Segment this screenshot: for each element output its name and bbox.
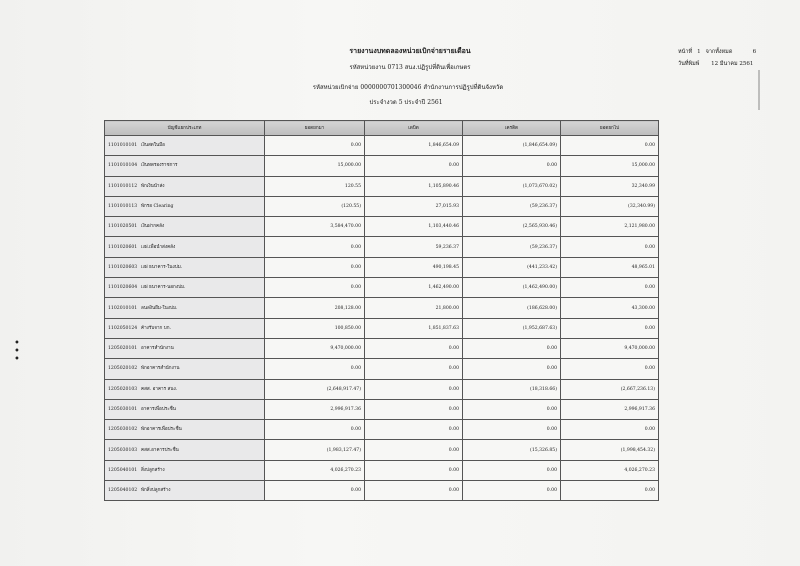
account-name: พักสิ่งปลูกสร้าง [141,488,171,494]
account-code: 1101020603 [108,264,138,270]
table-header-row [105,121,659,136]
opening-balance: (1,983,127.47) [265,440,365,460]
closing-balance: (1,998,454.32) [561,440,659,460]
account-code: 1205030101 [108,407,138,412]
period-line: ประจำงวด 5 ประจำปี 2561 [369,99,443,106]
table-row [105,257,659,277]
account-cell [105,420,265,440]
scan-speckles: • • • [14,338,20,365]
opening-balance: 0.00 [265,136,365,156]
account-name: ค้างรับจาก บก. [141,325,171,331]
closing-balance: 0.00 [561,481,659,501]
account-name: เงินทดรองราชการ [141,163,178,169]
account-code: 1102050124 [108,325,138,331]
col-header-opening: ยอดยกมา [265,121,365,136]
account-cell [105,379,265,399]
closing-balance: 2,121,980.00 [561,217,659,237]
table-row [105,399,659,419]
table-row [105,379,659,399]
table-row [105,298,659,318]
debit-amount: 1,851,837.63 [365,318,463,338]
opening-balance: 0.00 [265,237,365,257]
account-cell [105,278,265,298]
closing-balance: 2,996,917.36 [561,399,659,419]
col-header-closing: ยอดยกไป [561,121,659,136]
debit-amount: 0.00 [365,359,463,379]
account-name: เงินสดในมือ [141,143,165,149]
closing-balance: 0.00 [561,318,659,338]
account-cell [105,136,265,156]
credit-amount: (1,846,654.09) [463,136,561,156]
closing-balance: 32,340.99 [561,176,659,196]
account-cell [105,481,265,501]
col-header-account: บัญชีแยกประเภท [105,121,265,136]
col-header-debit: เดบิต [365,121,463,136]
account-code: 1101010112 [108,183,138,189]
credit-amount: 0.00 [463,460,561,480]
table-row [105,237,659,257]
credit-amount: 0.00 [463,359,561,379]
trial-balance-table [104,120,659,501]
credit-amount: (15,326.85) [463,440,561,460]
page-label: หน้าที่ [678,49,693,55]
opening-balance: 9,470,000.00 [265,338,365,358]
table-row [105,156,659,176]
opening-balance: (120.55) [265,196,365,216]
account-name: คสส.อาคารประชื่น [141,447,179,453]
credit-amount: 0.00 [463,156,561,176]
account-cell [105,156,265,176]
table-row [105,420,659,440]
account-code: 1205020103 [108,386,138,392]
opening-balance: 4,026,270.23 [265,460,365,480]
account-name: อาคารสำนักงาน [141,346,174,352]
closing-balance: 0.00 [561,237,659,257]
debit-amount: 0.00 [365,379,463,399]
closing-balance: 0.00 [561,278,659,298]
closing-balance: 4,026,270.23 [561,460,659,480]
opening-balance: 0.00 [265,257,365,277]
debit-amount: 27,015.93 [365,196,463,216]
report-title: รายงานงบทดลองหน่วยเบิกจ่ายรายเดือน [349,46,471,55]
credit-amount: (441,233.42) [463,257,561,277]
account-cell [105,399,265,419]
account-cell [105,460,265,480]
total-pages: 6 [752,49,757,55]
account-code: 1205020102 [108,366,138,372]
account-cell [105,176,265,196]
account-code: 1205040102 [108,488,138,494]
opening-balance: 15,000.00 [265,156,365,176]
credit-amount: (2,565,930.46) [463,217,561,237]
account-cell [105,257,265,277]
account-cell [105,196,265,216]
credit-amount: 0.00 [463,420,561,440]
credit-amount: (186,628.00) [463,298,561,318]
table-row [105,460,659,480]
opening-balance: 0.00 [265,420,365,440]
table-row [105,440,659,460]
page-number: 1 [697,49,701,55]
account-name: สิ่งปลูกสร้าง [141,467,165,473]
debit-amount: 490,198.45 [365,257,463,277]
account-name: เงินฝากคลัง [141,224,165,230]
debit-amount: 0.00 [365,481,463,501]
debit-amount: 0.00 [365,460,463,480]
closing-balance: 0.00 [561,136,659,156]
debit-amount: 1,846,654.09 [365,136,463,156]
credit-amount: (1,952,687.63) [463,318,561,338]
debit-amount: 1,103,440.46 [365,217,463,237]
total-label: จากทั้งหมด [705,49,733,55]
credit-amount: (59,236.37) [463,196,561,216]
credit-amount: (18,318.66) [463,379,561,399]
table-row [105,359,659,379]
closing-balance: 43,300.00 [561,298,659,318]
account-name: เงฝ.เพื่อนำส่งคลัง [141,244,176,250]
agency-line: รหัสหน่วยงาน 0713 สนง.ปฏิรูปที่ดินเพื่อเกษตร [349,64,471,71]
account-name: คสส. อาคาร สนง. [141,386,178,392]
account-cell [105,359,265,379]
closing-balance: 9,470,000.00 [561,338,659,358]
account-code: 1101020501 [108,224,138,230]
credit-amount: 0.00 [463,399,561,419]
table-row [105,338,659,358]
table-row [105,136,659,156]
table-row [105,176,659,196]
account-code: 1205020101 [108,346,138,352]
closing-balance: 0.00 [561,359,659,379]
account-code: 1101010104 [108,163,138,169]
closing-balance: 15,000.00 [561,156,659,176]
opening-balance: 2,996,917.36 [265,399,365,419]
account-name: พักอาคารสำนักงาน [141,366,180,372]
account-name: เงฝ ธนาคาร-นอกงปม. [141,285,186,291]
credit-amount: 0.00 [463,338,561,358]
table-row [105,481,659,501]
closing-balance: (2,667,236.13) [561,379,659,399]
opening-balance: 0.00 [265,278,365,298]
account-code: 1101020604 [108,285,138,291]
account-code: 1101020601 [108,244,138,250]
table-row [105,318,659,338]
print-date-label: วันที่พิมพ์ [678,61,700,67]
debit-amount: 1,462,490.00 [365,278,463,298]
account-name: พักอาคารเพื่อประชื่น [141,427,182,433]
debit-amount: 21,800.00 [365,298,463,318]
credit-amount: 0.00 [463,481,561,501]
debit-amount: 0.00 [365,156,463,176]
account-code: 1102010101 [108,305,138,311]
credit-amount: (59,236.37) [463,237,561,257]
account-code: 1101010101 [108,143,138,149]
print-date: 12 มีนาคม 2561 [711,61,754,67]
account-cell [105,440,265,460]
table-row [105,196,659,216]
account-cell [105,318,265,338]
debit-amount: 0.00 [365,338,463,358]
opening-balance: 0.00 [265,359,365,379]
opening-balance: 208,128.00 [265,298,365,318]
account-name: พักเงินนำส่ง [141,183,165,189]
table-row [105,278,659,298]
account-cell [105,237,265,257]
page-info [678,46,756,70]
debit-amount: 1,105,890.46 [365,176,463,196]
account-cell [105,298,265,318]
closing-balance: (32,340.99) [561,196,659,216]
opening-balance: (2,648,917.47) [265,379,365,399]
opening-balance: 3,584,470.00 [265,217,365,237]
account-code: 1205030102 [108,427,138,433]
debit-amount: 59,236.37 [365,237,463,257]
debit-amount: 0.00 [365,399,463,419]
closing-balance: 48,965.01 [561,257,659,277]
account-name: อาคารเพื่อประชื่น [141,407,176,412]
opening-balance: 120.55 [265,176,365,196]
credit-amount: (1,462,490.00) [463,278,561,298]
account-code: 1205030103 [108,447,138,453]
account-name: เงฝ ธนาคาร-ในงปม. [141,264,183,270]
account-code: 1101010113 [108,204,138,210]
credit-amount: (1,073,670.02) [463,176,561,196]
account-name: ลนลงินยืม-ในงปม. [141,305,178,311]
disbursement-unit-line: รหัสหน่วยเบิกจ่าย 0000000701300046 สำนักงานการปฏิรูปที่ดินจังหวัด [312,84,504,91]
account-name: พักรอ Clearing [141,204,174,210]
account-cell [105,217,265,237]
debit-amount: 0.00 [365,420,463,440]
debit-amount: 0.00 [365,440,463,460]
account-cell [105,338,265,358]
closing-balance: 0.00 [561,420,659,440]
table-row [105,217,659,237]
account-code: 1205040101 [108,467,138,473]
opening-balance: 100,850.00 [265,318,365,338]
opening-balance: 0.00 [265,481,365,501]
col-header-credit: เครดิต [463,121,561,136]
